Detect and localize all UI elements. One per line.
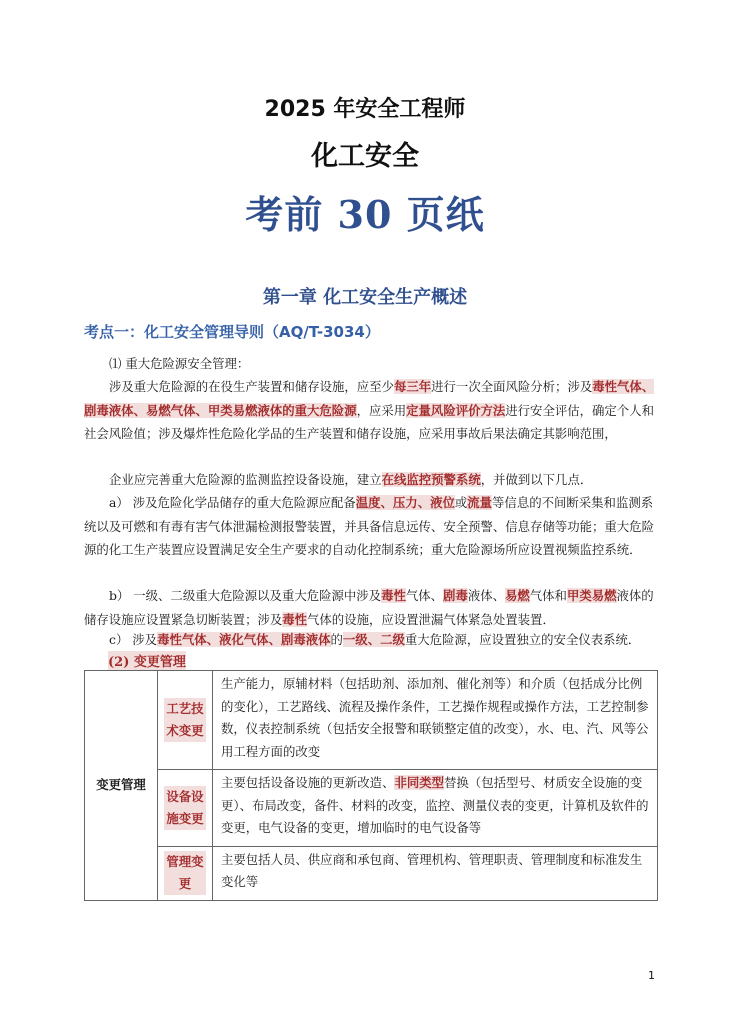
paragraph-5: b） 一级、二级重大危险源以及重大危险源中涉及毒性气体、剧毒液体、易燃气体和甲类易燃液体的储存设施应设置紧急切断装置；涉及毒性气体的设施，应设置泄漏气体紧急处置装置． — [84, 588, 654, 627]
exam-year-title: 2025 年安全工程师 — [264, 97, 466, 122]
table-row — [85, 671, 658, 770]
paragraph-text: ⑴ 重大危险源安全管理： — [109, 356, 250, 371]
chapter-title: 第一章 化工安全生产概述 — [262, 287, 468, 308]
paragraph-2: 涉及重大危险源的在役生产装置和储存设施，应至少每三年进行一次全面风险分析；涉及毒性气体、剧毒液体、易燃气体、甲类易燃液体的重大危险源，应采用定量风险评价方法进行安全评估，确定个人和社会风险值；涉及爆炸性危险化学品的生产装置和储存设施，应采用事故后果法确定其影响范围， — [84, 379, 655, 441]
highlight: 毒性 — [282, 611, 308, 627]
page-number: 1 — [648, 969, 655, 982]
highlight: 温度、压力、液位 — [355, 495, 455, 510]
highlight: 毒性 — [381, 588, 406, 603]
highlight: 每三年 — [393, 379, 432, 394]
paragraph-4: a） 涉及危险化学品储存的重大危险源应配备温度、压力、液位或流量等信息的不间断采集和监测系统以及可燃和有毒有害气体泄漏检测报警装置，并具备信息远传、安全预警、信息存储等功能；重大危险源的化工生产装置应设置满足安全生产要求的自动化控制系统；重大危险源场所应设置视频监控系统． — [84, 495, 654, 557]
highlight: 定量风险评价方法 — [406, 402, 506, 418]
paragraph-6: c） 涉及毒性气体、液化气体、剧毒液体的一级、二级重大危险源，应设置独立的安全仪表系统． — [109, 632, 641, 647]
table-type-cell: 工艺技术变更 — [158, 671, 213, 770]
highlight: 甲类易燃 — [566, 588, 617, 603]
paragraph-1 — [84, 352, 662, 376]
change-management-table — [84, 670, 658, 901]
highlight: 剧毒 — [443, 588, 468, 603]
highlight: 毒性气体、液化气体、剧毒液体 — [157, 632, 331, 647]
section-title: 考点一：化工安全管理导则（AQ/T-3034） — [84, 323, 380, 341]
highlight: 流量 — [467, 495, 493, 510]
table-desc-cell: 生产能力，原辅材料（包括助剂、添加剂、催化剂等）和介质（包括成分比例的变化），工艺路线、流程及操作条件，工艺操作规程或操作方法，工艺控制参数，仪表控制系统（包括安全报警和联锁整定值的改变），水、电、汽、风等公用工程方面的改变 — [213, 671, 658, 770]
table-desc-cell: 主要包括设备设施的更新改造、非同类型替换（包括型号、材质安全设施的变更）、布局改变，备件、材料的改变，监控、测量仪表的变更，计算机及软件的变更，电气设备的变更，增加临时的电气设备等 — [213, 770, 658, 847]
table-type-cell: 管理变更 — [158, 846, 213, 900]
highlight: 在线监控预警系统 — [381, 472, 481, 487]
main-title: 考前 30 页纸 — [245, 192, 485, 237]
paragraph-3: 企业应完善重大危险源的监测监控设备设施，建立在线监控预警系统，并做到以下几点． — [109, 472, 593, 487]
table-desc-cell: 主要包括人员、供应商和承包商、管理机构、管理职责、管理制度和标准发生变化等 — [213, 846, 658, 900]
table-row — [85, 770, 658, 847]
table-main-label: 变更管理 — [85, 671, 158, 901]
table-type-cell: 设备设施变更 — [158, 770, 213, 847]
subsection-title: (2) 变更管理 — [108, 651, 186, 670]
highlight: 毒性气体、剧毒液体、易燃气体、甲类易燃液体的重大危险源 — [84, 379, 655, 418]
highlight: 非同类型 — [394, 775, 445, 790]
highlight: 一级、二级 — [342, 632, 405, 647]
highlight: 易燃 — [504, 588, 530, 603]
subject-title: 化工安全 — [311, 141, 419, 172]
table-row — [85, 846, 658, 900]
